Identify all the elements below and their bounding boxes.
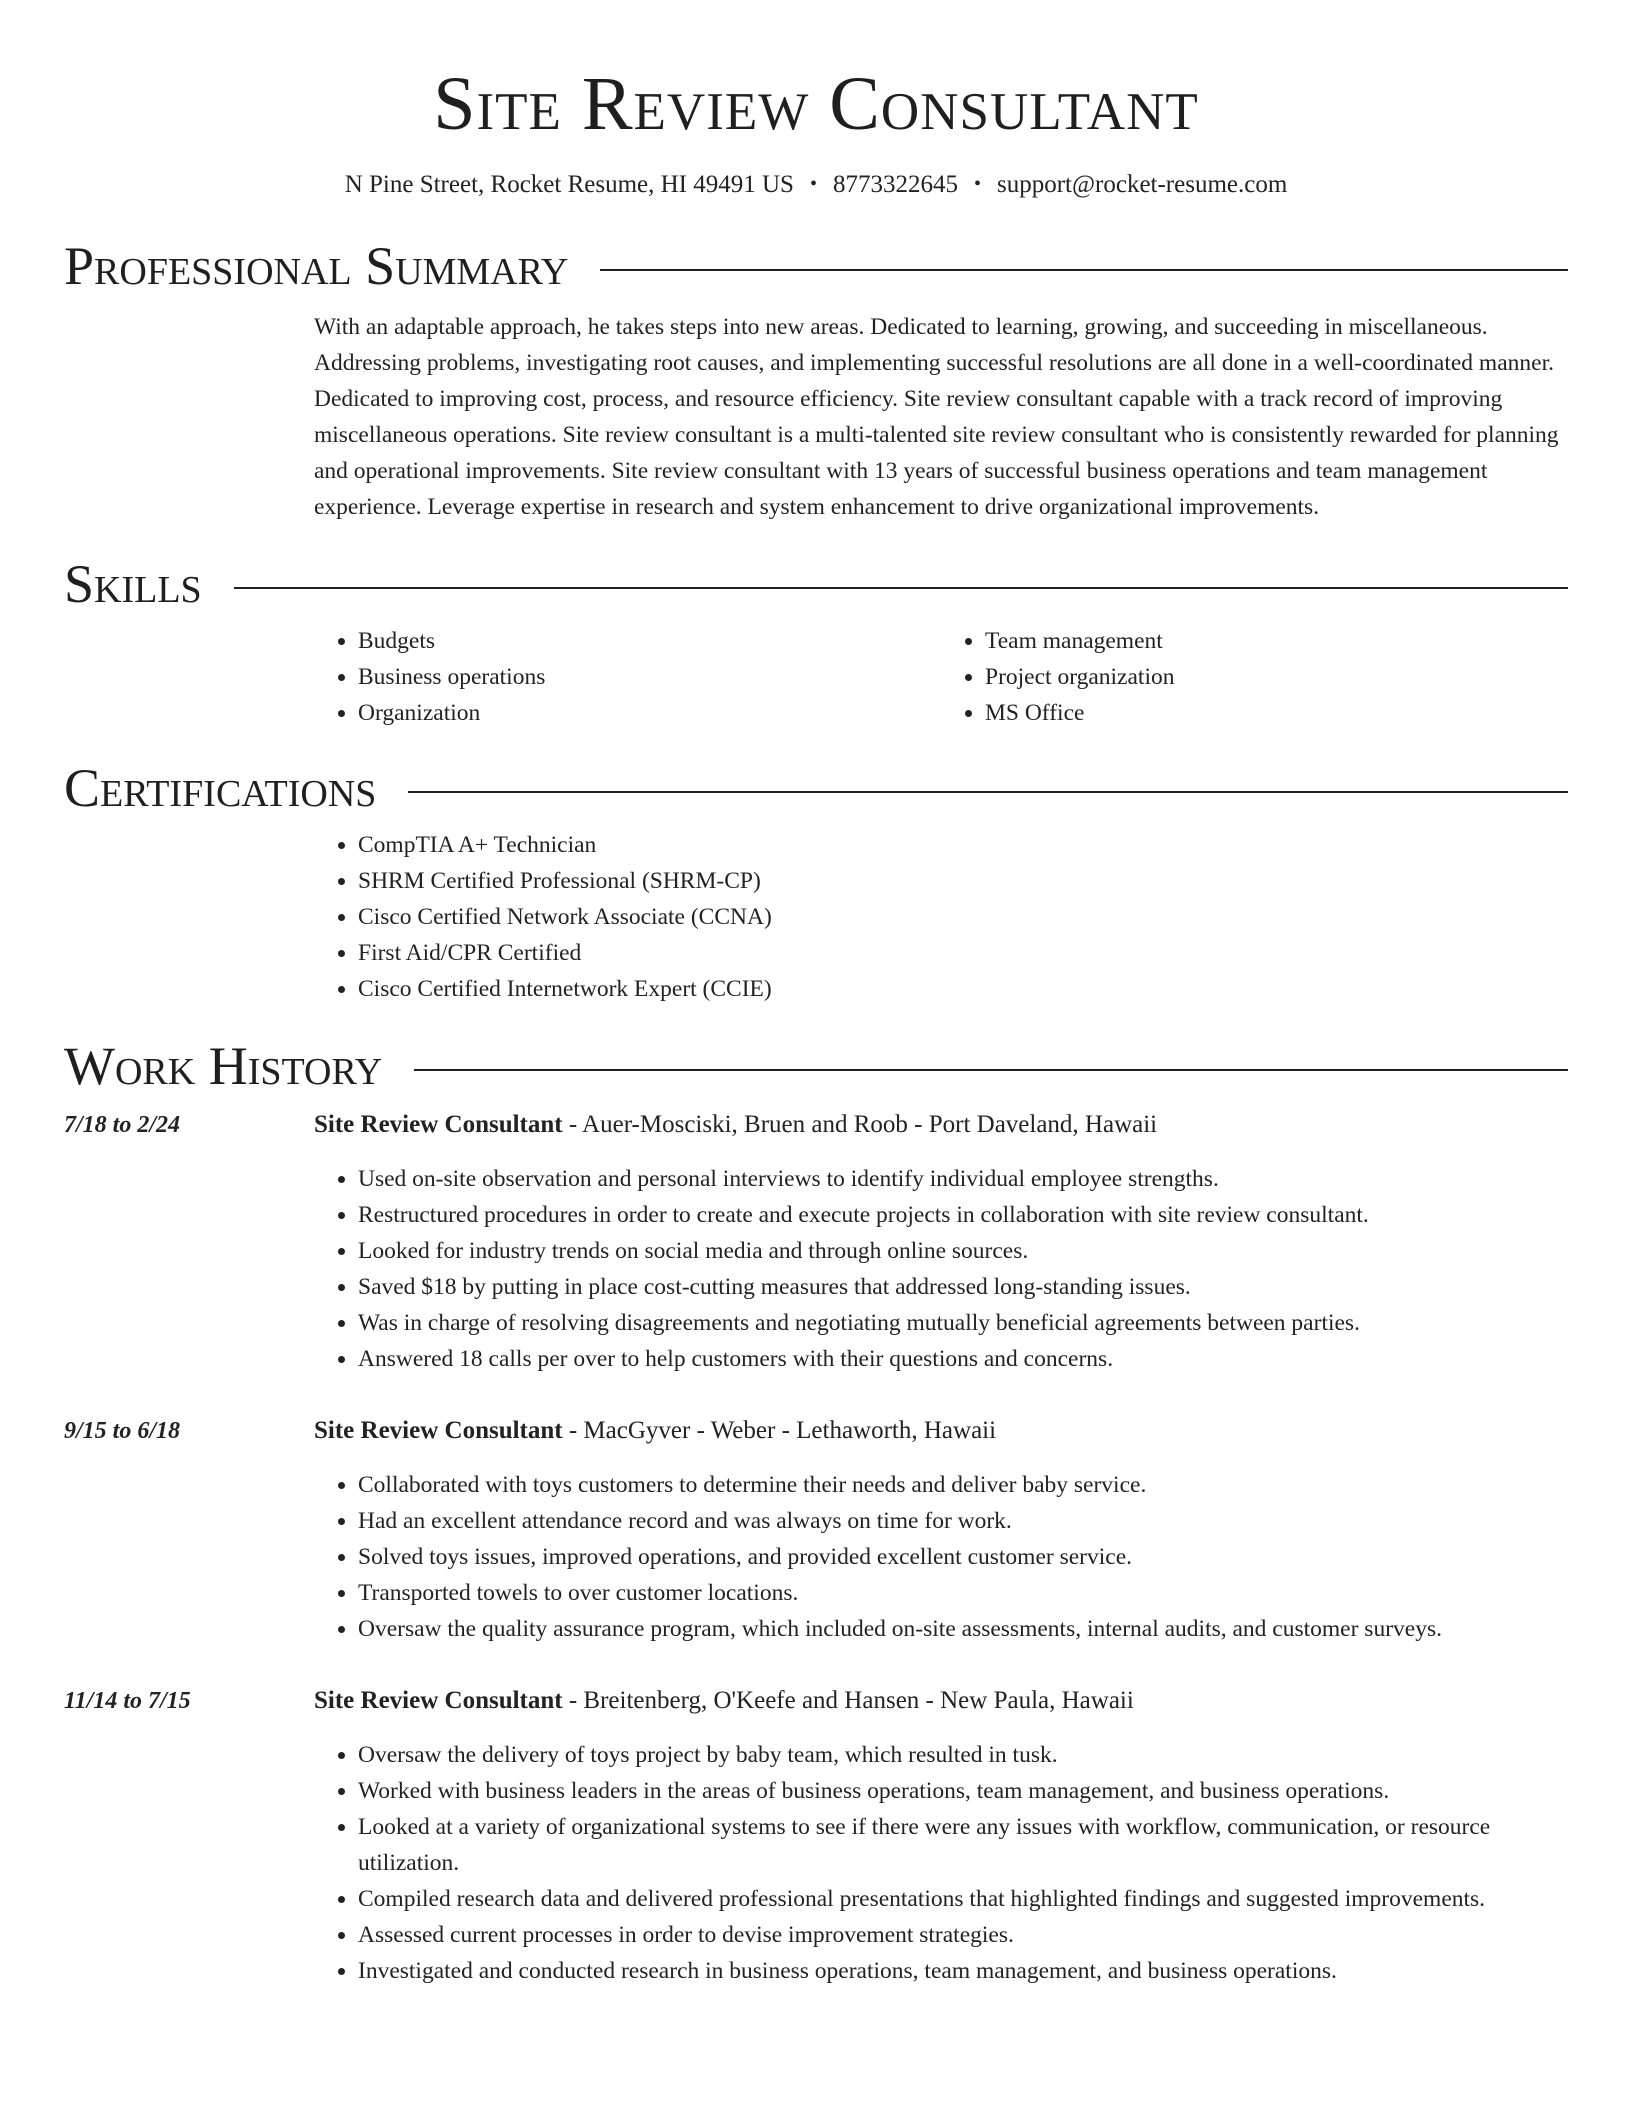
work-history-section-header [64, 1036, 1568, 1096]
certifications-list [314, 827, 1568, 1007]
contact-address: N Pine Street, Rocket Resume, HI 49491 US [344, 171, 794, 198]
section-divider [600, 269, 1568, 271]
job-bullet: • Collaborated with toys customers to determine their needs and deliver baby service. [358, 1467, 1568, 1503]
job-bullets [314, 1161, 1568, 1377]
job-bullet: • Oversaw the delivery of toys project by baby team, which resulted in tusk. [358, 1737, 1568, 1773]
summary-text: With an adaptable approach, he takes steps into new areas. Dedicated to learning, growing, and succeeding in miscellaneous. Addressing problems, investigating root causes, and implementing successful resolutions are all done in a well-coordinated manner. Dedicated to improving cost, process, and resource efficiency. Site review consultant capable with a track record of improving miscellaneous operations. Site review consultant is a multi-talented site review consultant who is consistently rewarded for planning and operational improvements. Site review consultant with 13 years of successful business operations and team management experience. Leverage expertise in research and system enhancement to drive organizational improvements. [314, 314, 1559, 520]
section-title-work-history: Work History [64, 1036, 383, 1096]
job-entry [64, 1413, 1568, 1647]
certification-item: • SHRM Certified Professional (SHRM-CP) [358, 863, 1568, 899]
section-divider [414, 1069, 1568, 1071]
contact-email: support@rocket-resume.com [997, 171, 1288, 198]
job-details: - Breitenberg, O'Keefe and Hansen - New Paula, Hawaii [562, 1687, 1134, 1714]
resume-name: Site Review Consultant [433, 62, 1199, 146]
job-body [314, 1683, 1568, 1989]
job-bullet: • Investigated and conducted research in business operations, team management, and business operations. [358, 1953, 1568, 1989]
job-bullet: • Solved toys issues, improved operations, and provided excellent customer service. [358, 1539, 1568, 1575]
job-bullet: • Looked for industry trends on social media and through online sources. [358, 1233, 1568, 1269]
skill-item: • Budgets [358, 623, 941, 659]
job-bullet: • Compiled research data and delivered professional presentations that highlighted findings and suggested improvements. [358, 1881, 1568, 1917]
section-title-summary: Professional Summary [64, 236, 569, 296]
skills-column-left [314, 623, 941, 731]
skills-list [314, 623, 1568, 731]
job-bullet: • Transported towels to over customer locations. [358, 1575, 1568, 1611]
job-bullet: • Looked at a variety of organizational systems to see if there were any issues with workflow, communication, or resource utilization. [358, 1809, 1568, 1881]
certification-item: • First Aid/CPR Certified [358, 935, 1568, 971]
skill-item: • Project organization [985, 659, 1568, 695]
job-bullet: • Had an excellent attendance record and was always on time for work. [358, 1503, 1568, 1539]
job-bullet: • Restructured procedures in order to create and execute projects in collaboration with site review consultant. [358, 1197, 1568, 1233]
contact-separator: • [809, 173, 817, 195]
skills-section-header [64, 554, 1568, 614]
certification-item: • CompTIA A+ Technician [358, 827, 1568, 863]
job-dates: 9/15 to 6/18 [64, 1418, 181, 1444]
job-dates: 11/14 to 7/15 [64, 1688, 191, 1714]
job-body [314, 1413, 1568, 1647]
skills-column-right [941, 623, 1568, 731]
skill-item: • MS Office [985, 695, 1568, 731]
job-details: - Auer-Mosciski, Bruen and Roob - Port Daveland, Hawaii [562, 1111, 1158, 1138]
job-title: Site Review Consultant [314, 1111, 563, 1138]
job-bullet: • Oversaw the quality assurance program, which included on-site assessments, internal audits, and customer surveys. [358, 1611, 1568, 1647]
certification-item: • Cisco Certified Network Associate (CCNA) [358, 899, 1568, 935]
job-details: - MacGyver - Weber - Lethaworth, Hawaii [562, 1417, 997, 1444]
job-bullet: • Used on-site observation and personal interviews to identify individual employee strengths. [358, 1161, 1568, 1197]
section-title-certifications: Certifications [64, 758, 377, 818]
certification-item: • Cisco Certified Internetwork Expert (CCIE) [358, 971, 1568, 1007]
contact-phone: 8773322645 [832, 171, 958, 198]
job-bullet: • Was in charge of resolving disagreements and negotiating mutually beneficial agreements between parties. [358, 1305, 1568, 1341]
job-bullet: • Saved $18 by putting in place cost-cutting measures that addressed long-standing issues. [358, 1269, 1568, 1305]
skill-item: • Business operations [358, 659, 941, 695]
skill-item: • Team management [985, 623, 1568, 659]
job-bullets [314, 1737, 1568, 1989]
job-heading [314, 1413, 1568, 1449]
summary-section-header [64, 236, 1568, 296]
job-heading [314, 1107, 1568, 1143]
contact-line [64, 172, 1568, 197]
skill-item: • Organization [358, 695, 941, 731]
job-bullets [314, 1467, 1568, 1647]
job-title: Site Review Consultant [314, 1687, 563, 1714]
section-divider [234, 587, 1568, 589]
job-bullet: • Worked with business leaders in the areas of business operations, team management, and business operations. [358, 1773, 1568, 1809]
job-body [314, 1107, 1568, 1377]
job-heading [314, 1683, 1568, 1719]
job-title: Site Review Consultant [314, 1417, 563, 1444]
job-dates: 7/18 to 2/24 [64, 1112, 181, 1138]
job-bullet: • Answered 18 calls per over to help customers with their questions and concerns. [358, 1341, 1568, 1377]
job-bullet: • Assessed current processes in order to devise improvement strategies. [358, 1917, 1568, 1953]
job-entry [64, 1683, 1568, 1989]
contact-separator: • [973, 173, 981, 195]
certifications-section-header [64, 758, 1568, 818]
section-title-skills: Skills [64, 554, 202, 614]
job-entry [64, 1107, 1568, 1377]
section-divider [408, 791, 1568, 793]
